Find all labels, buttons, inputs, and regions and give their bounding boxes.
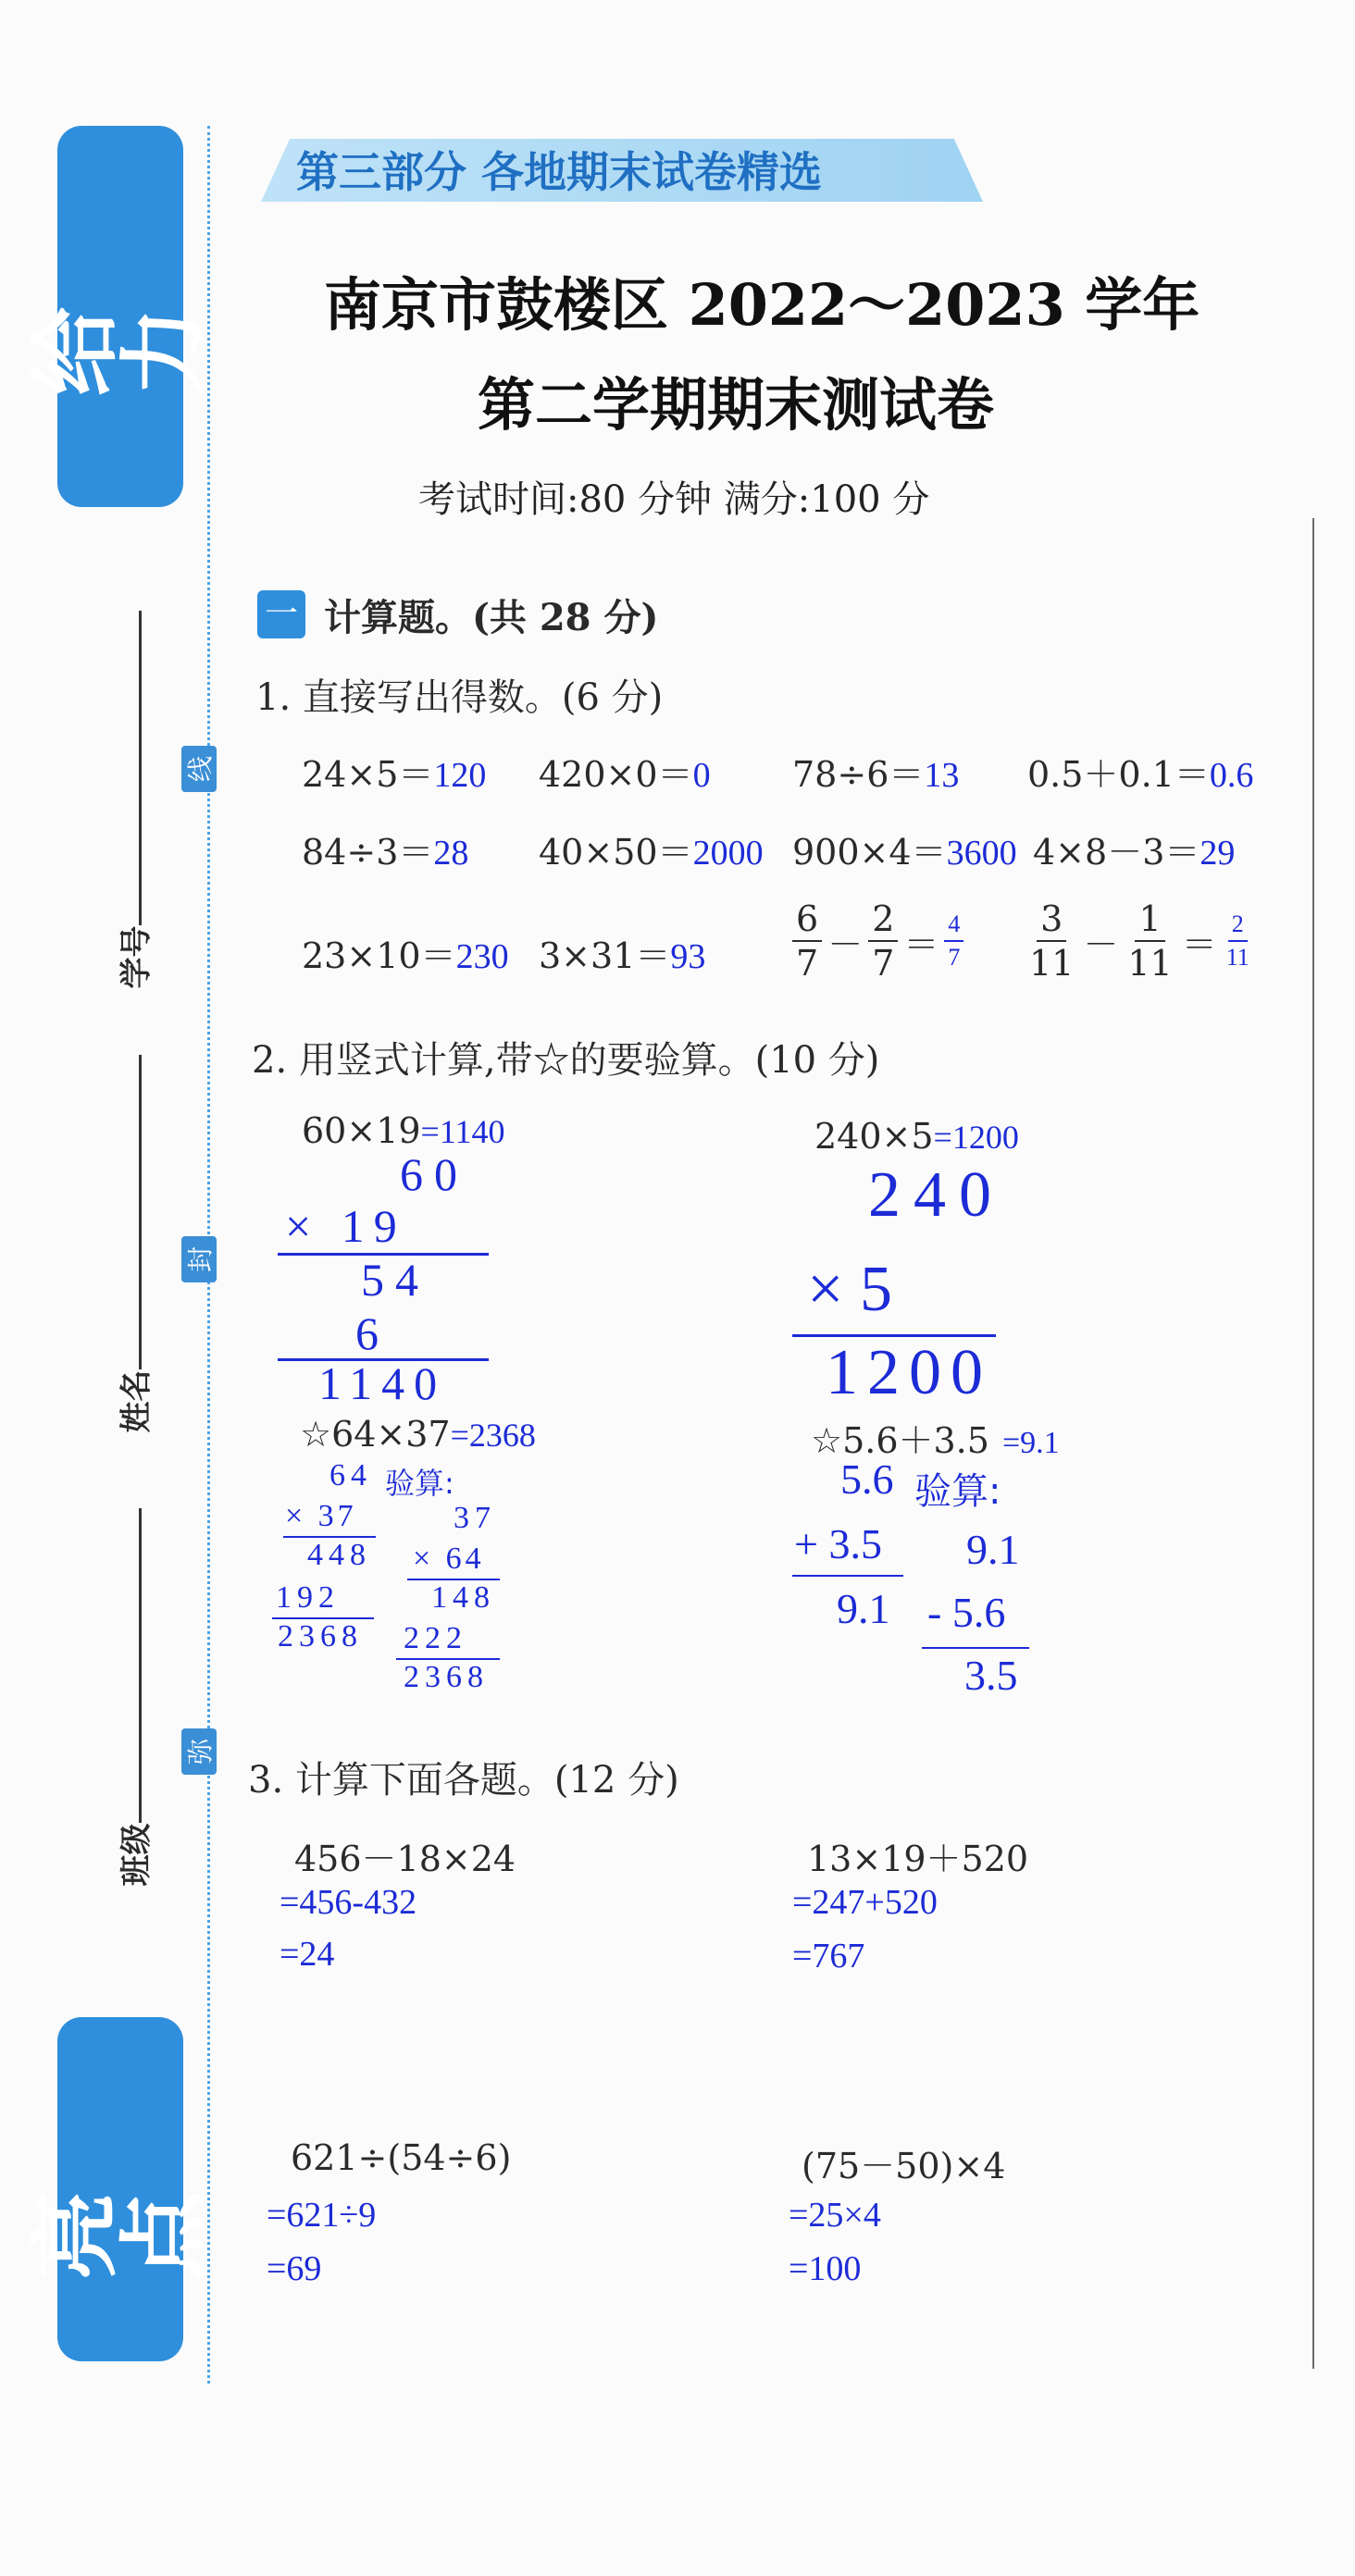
q2a-row2: × 19 bbox=[285, 1200, 406, 1252]
q1-item-9: 23×10＝230 bbox=[302, 935, 509, 976]
q2c-check-row4: 222 bbox=[404, 1621, 467, 1655]
q1-label: 1. 直接写出得数。(6 分) bbox=[255, 676, 664, 719]
q2d-expr: ☆5.6＋3.5 =9.1 bbox=[811, 1420, 1060, 1461]
q2d-row3: 9.1 bbox=[837, 1585, 890, 1632]
tag-line: 线 bbox=[181, 746, 217, 792]
q2b-row3: 1200 bbox=[826, 1337, 992, 1408]
q3-p3-expr: 621÷(54÷6) bbox=[291, 2137, 512, 2178]
label-student-no: 学号 bbox=[118, 925, 155, 989]
q1-fraction-2: $\frac{3}{11}$ － $\frac{1}{11}$ ＝ $\frac{2}{11}$ bbox=[1029, 898, 1249, 984]
q1-item-7: 900×4＝3600 bbox=[792, 832, 1017, 873]
section-banner-text: 第三部分 各地期末试卷精选 bbox=[296, 147, 823, 197]
q2c-expr: ☆64×37=2368 bbox=[300, 1414, 536, 1455]
class-blank bbox=[139, 1508, 142, 1823]
q1-item-10: 3×31＝93 bbox=[539, 935, 706, 976]
tag-seal: 封 bbox=[181, 1236, 217, 1282]
q2c-check-row5: 2368 bbox=[404, 1660, 489, 1694]
q2-label: 2. 用竖式计算,带☆的要验算。(10 分) bbox=[252, 1039, 880, 1082]
q1-item-4: 0.5＋0.1＝0.6 bbox=[1027, 754, 1254, 795]
q2b-row2: × 5 bbox=[807, 1254, 892, 1325]
label-class: 班级 bbox=[118, 1823, 155, 1887]
student-no-blank bbox=[139, 611, 142, 925]
q2d-check-row2: - 5.6 bbox=[927, 1589, 1006, 1636]
exam-title-line1: 南京市鼓楼区 2022～2023 学年 bbox=[324, 271, 1200, 339]
q2a-expr: 60×19=1140 bbox=[302, 1110, 505, 1151]
side-tab-top-text: 给力 bbox=[24, 307, 217, 396]
q2b-row1: 240 bbox=[868, 1159, 1004, 1231]
q2d-line bbox=[792, 1575, 903, 1577]
q3-p1-step2: =24 bbox=[280, 1935, 335, 1974]
label-name: 姓名 bbox=[118, 1369, 155, 1433]
q2d-row2: + 3.5 bbox=[794, 1520, 882, 1567]
section-heading: 计算题。(共 28 分) bbox=[324, 596, 659, 639]
q2a-row5: 1140 bbox=[318, 1357, 447, 1409]
q3-p4-step1: =25×4 bbox=[789, 2196, 881, 2235]
q2d-check-row1: 9.1 bbox=[966, 1526, 1020, 1573]
q1-fraction-1: $\frac{6}{7}$ － $\frac{2}{7}$ ＝ $\frac{4}{7}$ bbox=[792, 901, 963, 981]
q3-p3-step1: =621÷9 bbox=[267, 2196, 377, 2235]
q3-p3-step2: =69 bbox=[267, 2249, 322, 2288]
q2c-row1: 64 bbox=[329, 1458, 372, 1492]
q2b-expr: 240×5=1200 bbox=[814, 1116, 1019, 1157]
q1-item-1: 24×5＝120 bbox=[302, 754, 487, 795]
q2c-check-row2: × 64 bbox=[413, 1542, 485, 1576]
q3-p4-expr: (75－50)×4 bbox=[802, 2146, 1006, 2186]
q2c-check-row3: 148 bbox=[431, 1580, 495, 1615]
q2c-row3: 448 bbox=[307, 1538, 371, 1572]
q2d-check-row3: 3.5 bbox=[964, 1652, 1018, 1699]
q2c-row4: 192 bbox=[276, 1580, 340, 1615]
q2c-check-row1: 37 bbox=[454, 1501, 496, 1535]
q2d-row1: 5.6 bbox=[840, 1455, 894, 1503]
q2d-check-label: 验算: bbox=[914, 1470, 1001, 1513]
q3-p2-step2: =767 bbox=[792, 1937, 865, 1975]
q3-label: 3. 计算下面各题。(12 分) bbox=[248, 1759, 679, 1802]
right-margin-line bbox=[1312, 518, 1314, 2369]
q3-p1-step1: =456-432 bbox=[280, 1883, 417, 1922]
side-tab-top bbox=[24, 126, 217, 507]
q1-item-5: 84÷3＝28 bbox=[302, 832, 469, 873]
q1-item-8: 4×8－3＝29 bbox=[1033, 832, 1236, 873]
q3-p2-expr: 13×19＋520 bbox=[807, 1839, 1029, 1879]
tag-mi: 弥 bbox=[181, 1728, 217, 1775]
q3-p2-step1: =247+520 bbox=[792, 1883, 938, 1922]
q2d-check-line bbox=[922, 1647, 1029, 1649]
exam-title-line2: 第二学期期末测试卷 bbox=[478, 371, 995, 439]
section-badge: 一 bbox=[257, 590, 305, 638]
q3-p4-step2: =100 bbox=[789, 2249, 862, 2288]
side-tab-bottom-text: 亮点 bbox=[24, 2191, 217, 2280]
q2a-row1: 60 bbox=[400, 1148, 468, 1200]
q2a-row3: 54 bbox=[361, 1254, 429, 1306]
q1-item-2: 420×0＝0 bbox=[539, 754, 711, 795]
q2c-row5: 2368 bbox=[278, 1619, 363, 1653]
q1-item-3: 78÷6＝13 bbox=[792, 754, 960, 795]
q2a-row4: 6 bbox=[355, 1307, 379, 1359]
q3-p1-expr: 456－18×24 bbox=[294, 1839, 516, 1879]
q2c-check-label: 验算: bbox=[385, 1466, 454, 1501]
q2c-row2: × 37 bbox=[285, 1499, 357, 1533]
name-blank bbox=[139, 1055, 142, 1369]
exam-info: 考试时间:80 分钟 满分:100 分 bbox=[418, 478, 930, 521]
q1-item-6: 40×50＝2000 bbox=[539, 832, 764, 873]
side-tab-bottom bbox=[24, 2017, 217, 2361]
